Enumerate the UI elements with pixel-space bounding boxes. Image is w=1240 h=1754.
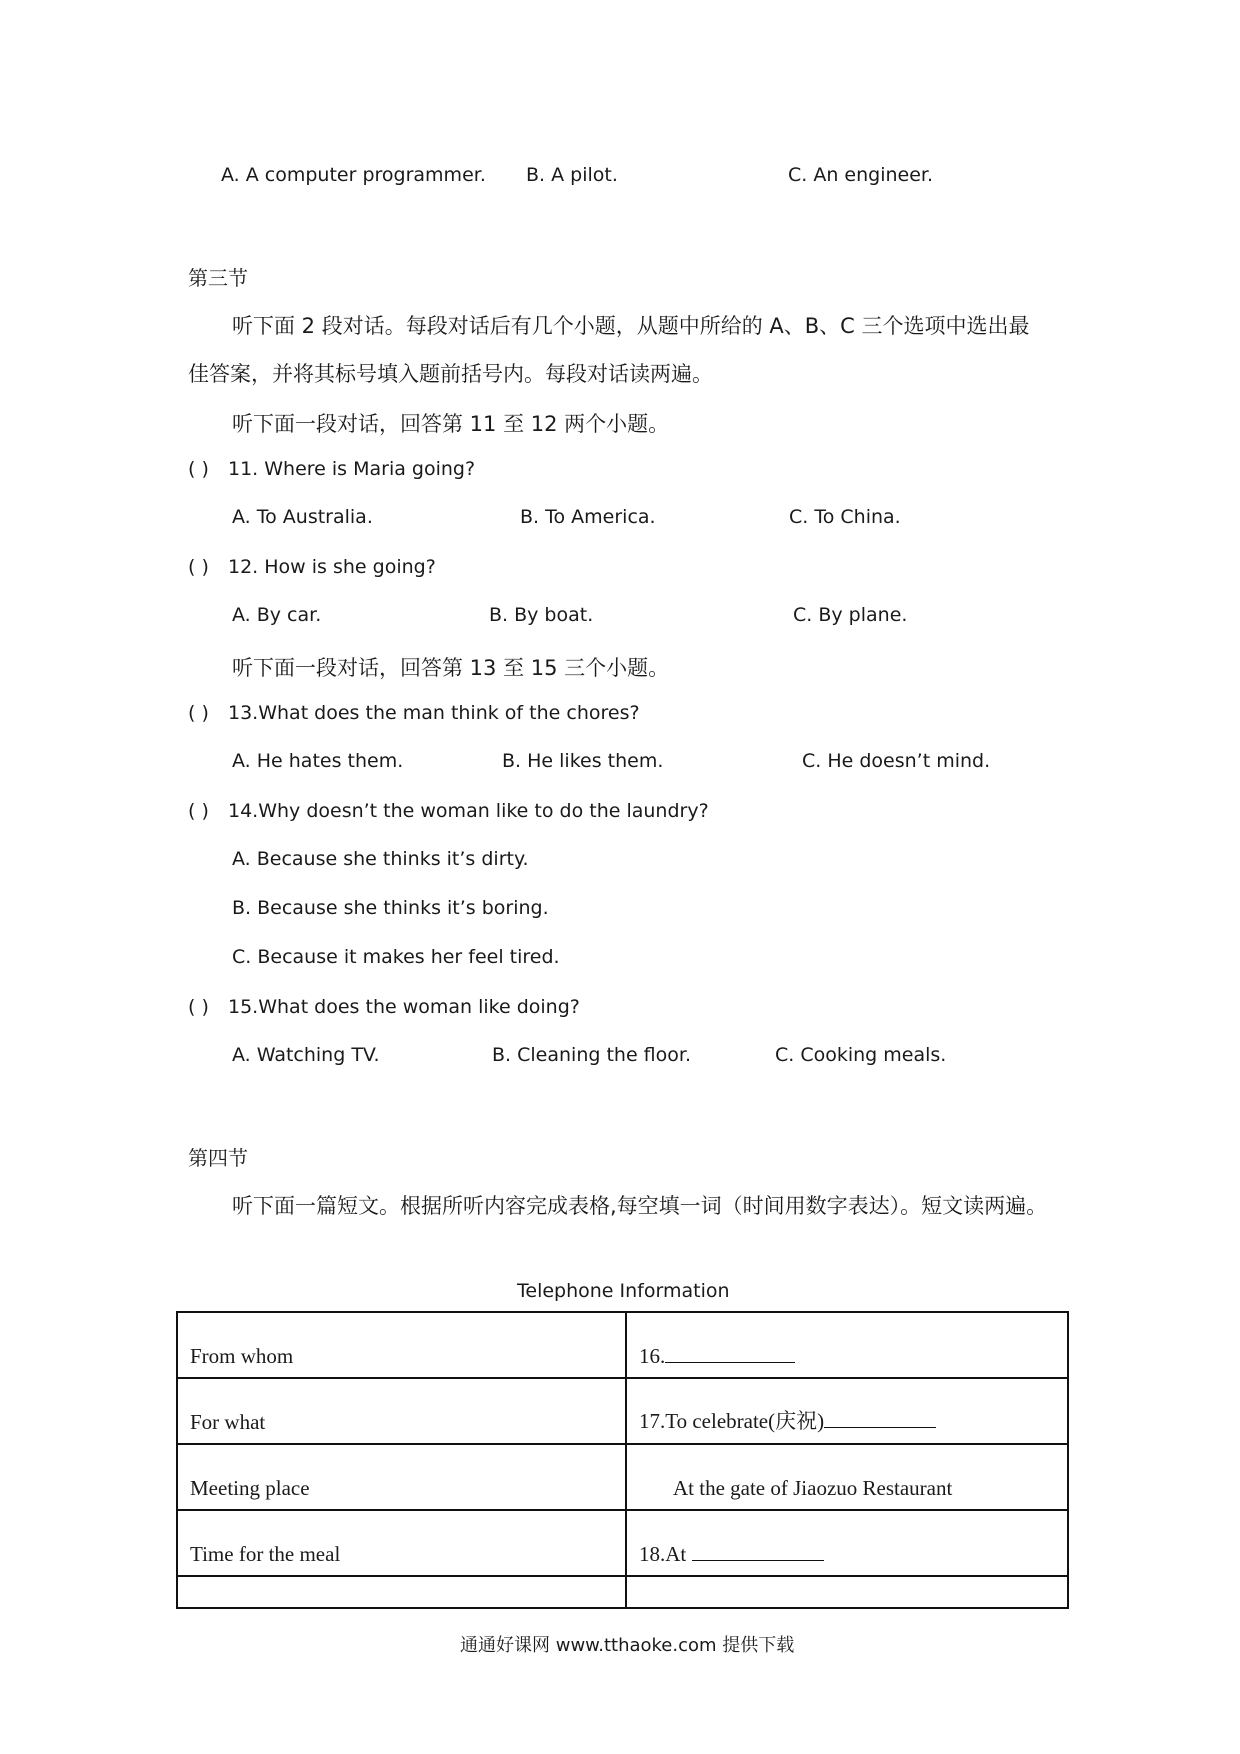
dialog1-intro: 听下面一段对话，回答第 11 至 12 两个小题。 xyxy=(232,412,670,436)
q15-option-c: C. Cooking meals. xyxy=(775,1044,947,1066)
blank-18-label: 18.At xyxy=(639,1542,692,1566)
page-footer: 通通好课网 www.tthaoke.com 提供下载 xyxy=(460,1635,795,1656)
section4-heading: 第四节 xyxy=(188,1146,248,1170)
row-value-meeting-place: At the gate of Jiaozuo Restaurant xyxy=(626,1444,1068,1510)
q14-answer-bracket: ( ) xyxy=(188,800,209,822)
q13-text: 13.What does the man think of the chores? xyxy=(228,702,640,724)
q13-option-c: C. He doesn’t mind. xyxy=(802,750,991,772)
q14-option-b: B. Because she thinks it’s boring. xyxy=(232,897,549,919)
q13-option-a: A. He hates them. xyxy=(232,750,404,772)
answer-blank-17[interactable] xyxy=(824,1409,936,1428)
q11-answer-bracket: ( ) xyxy=(188,458,209,480)
q12-option-c: C. By plane. xyxy=(793,604,908,626)
answer-blank-16[interactable] xyxy=(665,1344,795,1363)
q13-option-b: B. He likes them. xyxy=(502,750,664,772)
q11-text: 11. Where is Maria going? xyxy=(228,458,476,480)
table-row-empty xyxy=(177,1576,1068,1608)
q15-option-b: B. Cleaning the floor. xyxy=(492,1044,691,1066)
table-title: Telephone Information xyxy=(517,1280,730,1302)
telephone-information-table xyxy=(176,1311,1069,1609)
row-label-for-what: For what xyxy=(177,1378,626,1444)
row-label-meeting-place: Meeting place xyxy=(177,1444,626,1510)
section4-instruction: 听下面一篇短文。根据所听内容完成表格,每空填一词（时间用数字表达）。短文读两遍。 xyxy=(232,1194,1048,1218)
q11-option-b: B. To America. xyxy=(520,506,656,528)
row-value-18 xyxy=(626,1510,1068,1576)
section3-instruction-line1: 听下面 2 段对话。每段对话后有几个小题，从题中所给的 A、B、C 三个选项中选出最 xyxy=(232,314,1030,338)
q12-option-b: B. By boat. xyxy=(489,604,594,626)
row-value-empty xyxy=(626,1576,1068,1608)
row-label-time-for-meal: Time for the meal xyxy=(177,1510,626,1576)
row-value-16 xyxy=(626,1312,1068,1378)
blank-17-label: 17.To celebrate(庆祝) xyxy=(639,1409,825,1433)
q14-option-c: C. Because it makes her feel tired. xyxy=(232,946,560,968)
table-row xyxy=(177,1510,1068,1576)
row-value-17 xyxy=(626,1378,1068,1444)
row-label-from-whom: From whom xyxy=(177,1312,626,1378)
table-row xyxy=(177,1312,1068,1378)
answer-blank-18[interactable] xyxy=(692,1542,824,1561)
q12-text: 12. How is she going? xyxy=(228,556,436,578)
q13-answer-bracket: ( ) xyxy=(188,702,209,724)
row-label-empty xyxy=(177,1576,626,1608)
q15-answer-bracket: ( ) xyxy=(188,996,209,1018)
q11-option-a: A. To Australia. xyxy=(232,506,373,528)
blank-16-label: 16. xyxy=(639,1344,666,1368)
q15-option-a: A. Watching TV. xyxy=(232,1044,380,1066)
q14-option-a: A. Because she thinks it’s dirty. xyxy=(232,848,529,870)
q12-answer-bracket: ( ) xyxy=(188,556,209,578)
q14-text: 14.Why doesn’t the woman like to do the laundry? xyxy=(228,800,709,822)
q10-option-a: A. A computer programmer. xyxy=(221,164,486,186)
q15-text: 15.What does the woman like doing? xyxy=(228,996,580,1018)
section3-heading: 第三节 xyxy=(188,266,248,290)
table-row xyxy=(177,1378,1068,1444)
dialog2-intro: 听下面一段对话，回答第 13 至 15 三个小题。 xyxy=(232,656,670,680)
q10-option-b: B. A pilot. xyxy=(526,164,618,186)
q12-option-a: A. By car. xyxy=(232,604,322,626)
q11-option-c: C. To China. xyxy=(789,506,901,528)
q10-option-c: C. An engineer. xyxy=(788,164,934,186)
table-row xyxy=(177,1444,1068,1510)
section3-instruction-line2: 佳答案，并将其标号填入题前括号内。每段对话读两遍。 xyxy=(188,362,713,386)
